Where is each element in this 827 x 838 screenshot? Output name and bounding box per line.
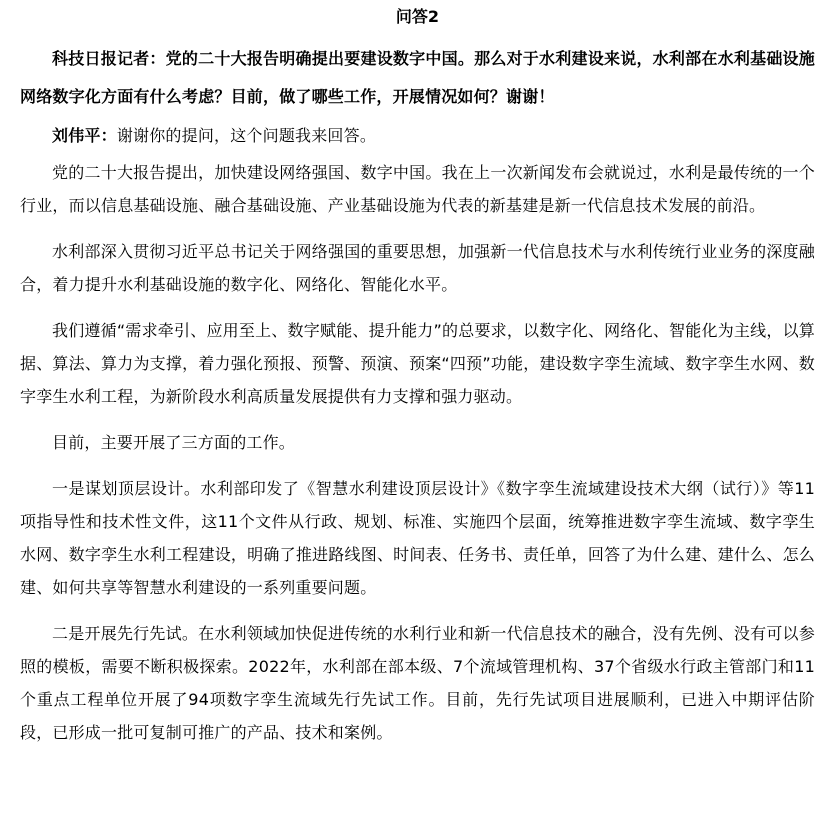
answer-opening-paragraph — [20, 121, 815, 151]
body-paragraph: 我们遵循“需求牵引、应用至上、数字赋能、提升能力”的总要求，以数字化、网络化、智能化为主线，以算据、算法、算力为支撑，着力强化预报、预警、预演、预案“四预”功能，建设数字孪生流域、数字孪生水网、数字孪生水利工程，为新阶段水利高质量发展提供有力支撑和强力驱动。 — [20, 321, 815, 406]
body-paragraph: 党的二十大报告提出，加快建设网络强国、数字中国。我在上一次新闻发布会就说过，水利是最传统的一个行业，而以信息基础设施、融合基础设施、产业基础设施为代表的新基建是新一代信息技术发展的前沿。 — [20, 163, 815, 215]
body-paragraph: 二是开展先行先试。在水利领域加快促进传统的水利行业和新一代信息技术的融合，没有先例、没有可以参照的模板，需要不断积极探索。2022年，水利部在部本级、7个流域管理机构、37个省级水行政主管部门和11个重点工程单位开展了94项数字孪生流域先行先试工作。目前，先行先试项目进展顺利，已进入中期评估阶段，已形成一批可复制可推广的产品、技术和案例。 — [20, 624, 815, 742]
body-paragraph: 一是谋划顶层设计。水利部印发了《智慧水利建设顶层设计》《数字孪生流域建设技术大纲（试行）》等11项指导性和技术性文件，这11个文件从行政、规划、标准、实施四个层面，统筹推进数字孪生流域、数字孪生水网、数字孪生水利工程建设，明确了推进路线图、时间表、任务书、责任单，回答了为什么建、建什么、怎么建、如何共享等智慧水利建设的一系列重要问题。 — [20, 479, 815, 597]
body-paragraph: 水利部深入贯彻习近平总书记关于网络强国的重要思想，加强新一代信息技术与水利传统行业业务的深度融合，着力提升水利基础设施的数字化、网络化、智能化水平。 — [20, 242, 815, 294]
answer-opening: 谢谢你的提问，这个问题我来回答。 — [116, 126, 377, 145]
document-title: 问答2 — [395, 7, 440, 26]
reporter-question: 科技日报记者：党的二十大报告明确提出要建设数字中国。那么对于水利建设来说，水利部在水利基础设施网络数字化方面有什么考虑？目前，做了哪些工作，开展情况如何？谢谢！ — [20, 49, 815, 106]
answer-speaker: 刘伟平： — [52, 126, 117, 145]
body-paragraph: 目前，主要开展了三方面的工作。 — [52, 433, 296, 452]
